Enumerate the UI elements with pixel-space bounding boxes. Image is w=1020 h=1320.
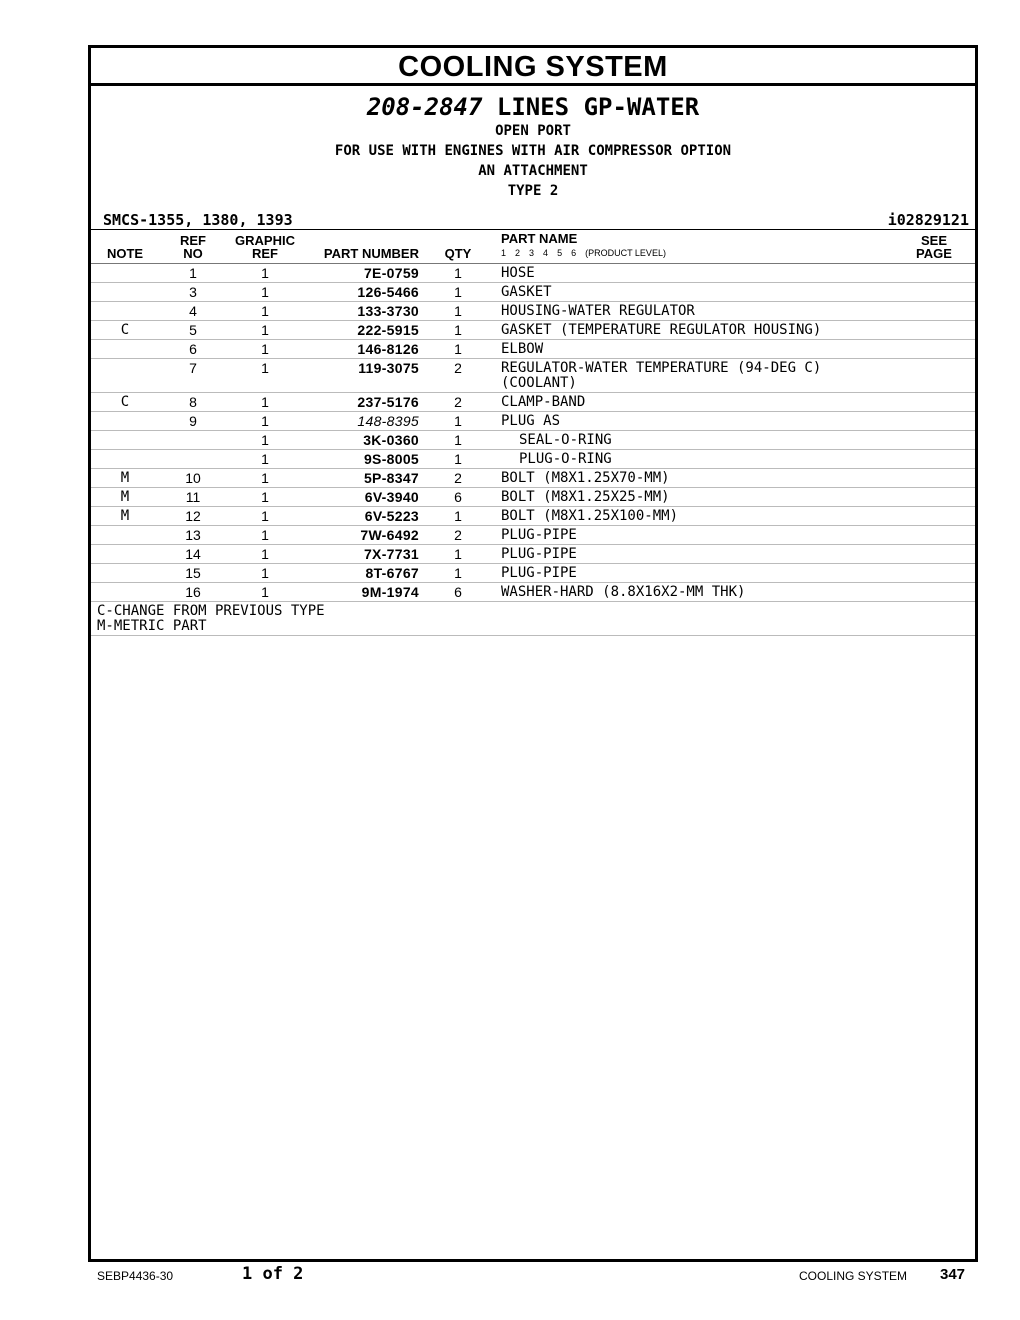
footnote-metric: M-METRIC PART [97,618,207,634]
part-name: PLUG-PIPE [501,527,577,543]
graphic-ref-cell: 1 [227,321,303,340]
part-name: REGULATOR-WATER TEMPERATURE (94-DEG C) [501,360,822,376]
note-cell [91,564,159,583]
table-row [91,469,975,488]
graphic-ref-cell: 1 [227,264,303,283]
ref-no-cell: 4 [159,302,227,321]
ref-no-cell: 10 [159,469,227,488]
see-page-cell [893,264,975,283]
part-name-cell [493,283,893,302]
part-number-cell: 126-5466 [303,283,423,302]
table-row [91,302,975,321]
ref-no-cell: 14 [159,545,227,564]
ref-no-cell: 13 [159,526,227,545]
see-page-cell [893,469,975,488]
qty-cell: 2 [423,526,493,545]
document-id: SEBP4436-30 [97,1269,174,1283]
part-name: BOLT (M8X1.25X100-MM) [501,508,679,524]
part-number-cell: 7E-0759 [303,264,423,283]
part-name: HOSE [501,265,535,281]
qty-cell: 2 [423,393,493,412]
part-name: CLAMP-BAND [501,394,586,410]
part-number-cell: 237-5176 [303,393,423,412]
see-page-cell [893,526,975,545]
table-row [91,264,975,283]
ref-no-cell: 12 [159,507,227,526]
part-name-cell [493,412,893,431]
part-name: PLUG-O-RING [519,451,612,467]
ref-no-cell: 9 [159,412,227,431]
part-name: BOLT (M8X1.25X70-MM) [501,470,670,486]
part-number-cell: 148-8395 [303,412,423,431]
table-header-row [91,230,975,264]
part-number-cell: 9S-8005 [303,450,423,469]
section-title: COOLING SYSTEM [91,48,975,86]
page-number: 347 [940,1266,966,1283]
part-name: WASHER-HARD (8.8X16X2-MM THK) [501,584,746,600]
qty-cell: 2 [423,359,493,393]
part-name: PLUG AS [501,413,561,429]
ref-no-cell: 3 [159,283,227,302]
see-page-cell [893,507,975,526]
qty-cell: 2 [423,469,493,488]
graphic-ref-cell: 1 [227,507,303,526]
col-qty: QTY [423,230,493,264]
ref-no-cell: 16 [159,583,227,602]
ref-no-cell [159,431,227,450]
part-number-cell: 6V-5223 [303,507,423,526]
ref-no-cell: 7 [159,359,227,393]
table-row [91,431,975,450]
table-row [91,321,975,340]
part-name-cell [493,302,893,321]
group-desc-1: OPEN PORT [495,123,571,139]
col-ref-no: REF NO [159,230,227,264]
see-page-cell [893,321,975,340]
part-name: BOLT (M8X1.25X25-MM) [501,489,670,505]
graphic-ref-cell: 1 [227,302,303,321]
ref-no-cell: 15 [159,564,227,583]
part-number-cell: 7W-6492 [303,526,423,545]
parts-table-body [91,264,975,602]
part-name-cell [493,469,893,488]
see-page-cell [893,412,975,431]
see-page-cell [893,393,975,412]
footnotes [91,602,975,636]
part-name-cell [493,431,893,450]
note-cell: M [91,469,159,488]
table-row [91,488,975,507]
qty-cell: 1 [423,431,493,450]
note-cell [91,583,159,602]
part-number-cell: 6V-3940 [303,488,423,507]
part-number-cell: 8T-6767 [303,564,423,583]
see-page-cell [893,340,975,359]
note-cell [91,302,159,321]
part-name-cell [493,340,893,359]
part-name-cell [493,450,893,469]
col-graphic-ref: GRAPHIC REF [227,230,303,264]
table-row [91,412,975,431]
note-cell [91,359,159,393]
qty-cell: 1 [423,264,493,283]
table-row [91,393,975,412]
part-name-cell [493,359,893,393]
table-row [91,450,975,469]
part-name-cell [493,507,893,526]
qty-cell: 1 [423,545,493,564]
table-row [91,359,975,393]
graphic-ref-cell: 1 [227,359,303,393]
part-name-cell [493,264,893,283]
part-number-cell: 146-8126 [303,340,423,359]
part-number-cell: 222-5915 [303,321,423,340]
note-cell: C [91,393,159,412]
graphic-ref-cell: 1 [227,431,303,450]
see-page-cell [893,583,975,602]
graphic-ref-cell: 1 [227,583,303,602]
note-cell: M [91,488,159,507]
ref-no-cell: 8 [159,393,227,412]
ref-no-cell: 1 [159,264,227,283]
see-page-cell [893,359,975,393]
see-page-cell [893,302,975,321]
qty-cell: 1 [423,321,493,340]
graphic-ref-cell: 1 [227,469,303,488]
note-cell: M [91,507,159,526]
note-cell [91,526,159,545]
footer-section-name: COOLING SYSTEM [799,1269,908,1283]
product-levels: 1 2 3 4 5 6 (PRODUCT LEVEL) [501,248,666,258]
part-number-cell: 7X-7731 [303,545,423,564]
part-name-cell [493,526,893,545]
parts-page-frame [88,45,978,1262]
see-page-cell [893,283,975,302]
part-number-cell: 3K-0360 [303,431,423,450]
illustration-id: i02829121 [887,211,969,229]
page-of-count: 1 of 2 [242,1264,304,1284]
part-name-cell [493,488,893,507]
note-cell [91,283,159,302]
note-cell [91,412,159,431]
graphic-ref-cell: 1 [227,283,303,302]
table-row [91,526,975,545]
table-row [91,283,975,302]
part-number-cell: 5P-8347 [303,469,423,488]
group-heading [91,93,975,121]
qty-cell: 1 [423,507,493,526]
note-cell [91,450,159,469]
graphic-ref-cell: 1 [227,545,303,564]
footnote-change: C-CHANGE FROM PREVIOUS TYPE [97,603,325,619]
group-name: LINES GP-WATER [496,93,700,121]
qty-cell: 6 [423,488,493,507]
see-page-cell [893,488,975,507]
part-number-cell: 9M-1974 [303,583,423,602]
part-name-cell [493,583,893,602]
qty-cell: 1 [423,283,493,302]
part-name: SEAL-O-RING [519,432,612,448]
col-see-page: SEE PAGE [893,230,975,264]
graphic-ref-cell: 1 [227,564,303,583]
group-desc-2: FOR USE WITH ENGINES WITH AIR COMPRESSOR OPTION [334,143,732,159]
table-row [91,545,975,564]
group-desc-4: TYPE 2 [507,183,559,199]
col-part-name: PART NAME 1 2 3 4 5 6 (PRODUCT LEVEL) [493,230,893,264]
part-name-cell [493,321,893,340]
table-row [91,583,975,602]
note-cell [91,545,159,564]
part-name: PLUG-PIPE [501,565,577,581]
see-page-cell [893,545,975,564]
parts-table [91,229,975,602]
part-name: HOUSING-WATER REGULATOR [501,303,695,319]
note-cell: C [91,321,159,340]
group-number: 208-2847 [366,93,483,121]
see-page-cell [893,431,975,450]
part-name: GASKET (TEMPERATURE REGULATOR HOUSING) [501,322,822,338]
qty-cell: 1 [423,564,493,583]
part-number-cell: 119-3075 [303,359,423,393]
ref-no-cell [159,450,227,469]
part-name: GASKET [501,284,552,300]
qty-cell: 1 [423,340,493,359]
note-cell [91,431,159,450]
graphic-ref-cell: 1 [227,488,303,507]
see-page-cell [893,564,975,583]
smcs-codes: SMCS-1355, 1380, 1393 [103,211,293,229]
graphic-ref-cell: 1 [227,526,303,545]
ref-no-cell: 11 [159,488,227,507]
qty-cell: 6 [423,583,493,602]
smcs-row [91,207,975,229]
note-cell [91,264,159,283]
ref-no-cell: 5 [159,321,227,340]
graphic-ref-cell: 1 [227,340,303,359]
graphic-ref-cell: 1 [227,450,303,469]
graphic-ref-cell: 1 [227,393,303,412]
col-note: NOTE [91,230,159,264]
graphic-ref-cell: 1 [227,412,303,431]
see-page-cell [893,450,975,469]
part-name-continued: (COOLANT) [501,375,577,391]
group-desc-3: AN ATTACHMENT [478,163,588,179]
note-cell [91,340,159,359]
qty-cell: 1 [423,412,493,431]
col-part-number: PART NUMBER [303,230,423,264]
qty-cell: 1 [423,302,493,321]
part-name: PLUG-PIPE [501,546,577,562]
part-name: ELBOW [501,341,544,357]
ref-no-cell: 6 [159,340,227,359]
table-row [91,340,975,359]
part-name-cell [493,393,893,412]
part-name-cell [493,545,893,564]
qty-cell: 1 [423,450,493,469]
part-number-cell: 133-3730 [303,302,423,321]
table-row [91,507,975,526]
table-row [91,564,975,583]
part-name-cell [493,564,893,583]
page-footer [0,1262,1020,1292]
